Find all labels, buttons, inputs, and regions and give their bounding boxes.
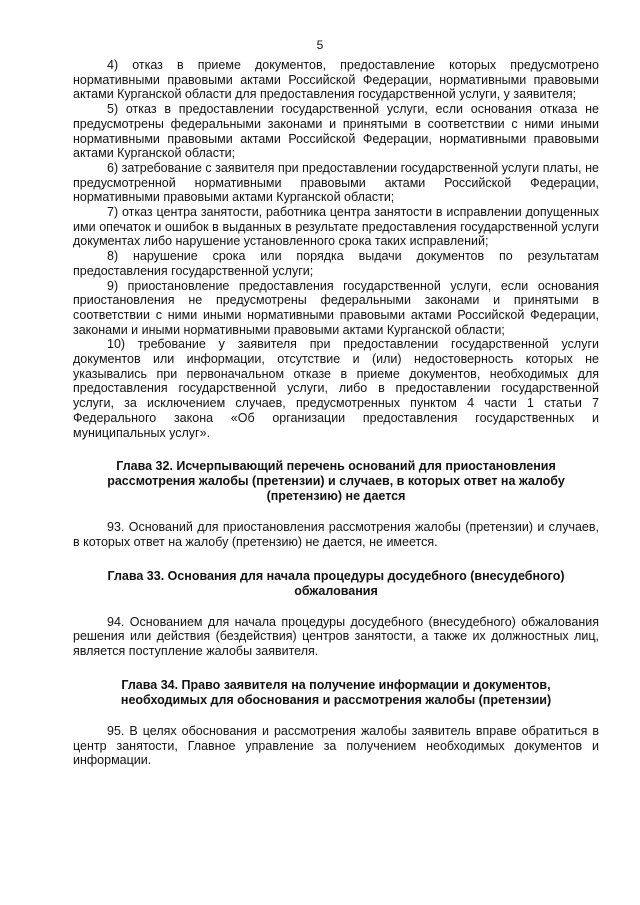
list-item-10: 10) требование у заявителя при предоставлении государственной услуги документов или информации, отсутствие и (или) недостоверность которых не указывались при первоначальном отказе в приеме документов, необходимых для предоставления государственной услуги, либо в предоставлении государственной услуги, за исключением случаев, предусмотренных пунктом 4 части 1 статьи 7 Федерального закона «Об организации предоставления государственных и муниципальных услуг». [73, 337, 599, 440]
list-item-5: 5) отказ в предоставлении государственной услуги, если основания отказа не предусмотрены федеральными законами и принятыми в соответствии с ними иными нормативными правовыми актами Российской Федерации, нормативными правовыми актами Курганской области; [73, 102, 599, 161]
list-item-7: 7) отказ центра занятости, работника центра занятости в исправлении допущенных ими опечаток и ошибок в выданных в результате предоставления государственной услуги документах либо нарушение установленного срока таких исправлений; [73, 205, 599, 249]
paragraph-93: 93. Оснований для приостановления рассмотрения жалобы (претензии) и случаев, в которых ответ на жалобу (претензию) не дается, не имеется. [73, 520, 599, 549]
list-item-9: 9) приостановление предоставления государственной услуги, если основания приостановления не предусмотрены федеральными законами и принятыми в соответствии с ними иными нормативными правовыми актами Российской Федерации, законами и иными нормативными правовыми актами Курганской области; [73, 278, 599, 337]
document-body [73, 58, 599, 768]
chapter-33-heading: Глава 33. Основания для начала процедуры досудебного (внесудебного) обжалования [107, 568, 565, 598]
list-item-4: 4) отказ в приеме документов, предоставление которых предусмотрено нормативными правовыми актами Российской Федерации, нормативными правовыми актами Курганской области для предоставления государственной услуги, у заявителя; [73, 58, 599, 102]
page-number: 5 [316, 38, 324, 52]
chapter-32-heading: Глава 32. Исчерпывающий перечень оснований для приостановления рассмотрения жалобы (претензии) и случаев, в которых ответ на жалобу (претензию) не дается [107, 459, 565, 504]
chapter-34-heading: Глава 34. Право заявителя на получение информации и документов, необходимых для обоснования и рассмотрения жалобы (претензии) [120, 677, 552, 707]
paragraph-94: 94. Основанием для начала процедуры досудебного (внесудебного) обжалования решения или действия (бездействия) центров занятости, а также их должностных лиц, является поступление жалобы заявителя. [73, 614, 599, 659]
list-item-6: 6) затребование с заявителя при предоставлении государственной услуги платы, не предусмотренной нормативными правовыми актами Российской Федерации, нормативными правовыми актами Курганской области; [73, 160, 599, 205]
list-item-8: 8) нарушение срока или порядка выдачи документов по результатам предоставления государственной услуги; [73, 249, 599, 278]
paragraph-95: 95. В целях обоснования и рассмотрения жалобы заявитель вправе обратиться в центр занятости, Главное управление за получением необходимых документов и информации. [73, 723, 599, 768]
